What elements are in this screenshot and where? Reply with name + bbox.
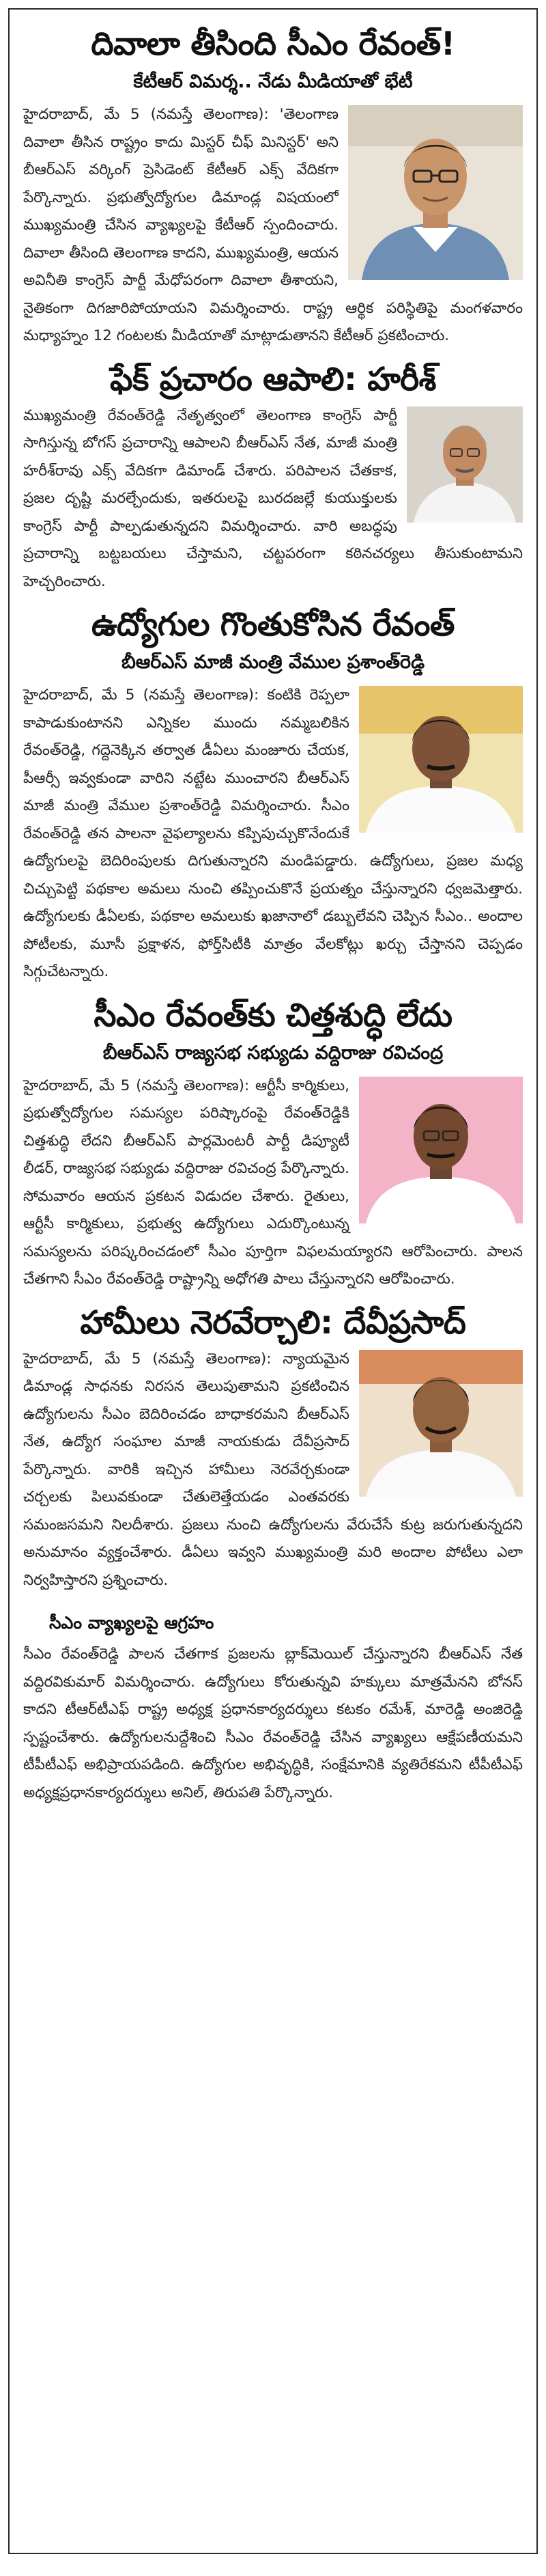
- body-ravichandra: హైదరాబాద్, మే 5 (నమస్తే తెలంగాణ): ఆర్టీసీ కార్మికులు, ప్రభుత్వోద్యోగుల సమస్యల పరిష్కారంపై రేవంత్‌రెడ్డికి చిత్తశుద్ధి లేదని బీఆర్ఎస్ పార్లమెంటరీ పార్టీ డిప్యూటీ లీడర్, రాజ్యసభ సభ్యుడు వద్దిరాజు రవిచంద్ర పేర్కొన్నారు. సోమవారం ఆయన ప్రకటన విడుదల చేశారు. రైతులు, ఆర్టీసీ కార్మికులు, ప్రభుత్వ ఉద్యోగులు ఎదుర్కొంటున్న సమస్యలను పరిష్కరించడంలో సీఎం పూర్తిగా విఫలమయ్యారని ఆరోపించారు. పాలన చేతగాని సీఎం రేవంత్‌రెడ్డి రాష్ట్రాన్ని అధోగతి పాలు చేస్తున్నారని ఆరోపించారు.: [23, 1077, 523, 1288]
- photo-prashanth: [359, 686, 523, 833]
- headline-ravichandra: సీఎం రేవంత్‌కు చిత్తశుద్ధి లేదు: [94, 996, 452, 1034]
- body-harish: ముఖ్యమంత్రి రేవంత్‌రెడ్డి నేతృత్వంలో తెలంగాణ కాంగ్రెస్ పార్టీ సాగిస్తున్న బోగస్ ప్రచారాన్ని ఆపాలని బీఆర్ఎస్ నేత, మాజీ మంత్రి హరీశ్‌రావు ఎక్స్ వేదికగా డిమాండ్ చేశారు. పరిపాలన చేతకాక, ప్రజల దృష్టి మరల్చేందుకు, ఇతరులపై బురదజల్లే కుయుక్తులకు కాంగ్రెస్ పార్టీ పాల్పడుతున్నదని విమర్శించారు. వారి అబద్ధపు ప్రచారాన్ని బట్టబయలు చేస్తామని, చట్టపరంగా కఠినచర్యలు తీసుకుంటామని హెచ్చరించారు.: [23, 406, 523, 590]
- subhead-ktr: కేటీఆర్ విమర్శ.. నేడు మీడియాతో భేటీ: [133, 71, 413, 92]
- body-deviprasad: హైదరాబాద్, మే 5 (నమస్తే తెలంగాణ): న్యాయమైన డిమాండ్ల సాధనకు నిరసన తెలుపుతామని ప్రకటించిన ఉద్యోగులను సీఎం బెదిరించడం బాధాకరమని బీఆర్ఎస్ నేత, ఉద్యోగ సంఘాల మాజీ నాయకుడు దేవీప్రసాద్ పేర్కొన్నారు. వారికి ఇచ్చిన హామీలు నెరవేర్చకుండా చర్చలకు పిలువకుండా చేతులెత్తేయడం ఎంతవరకు సమంజసమని నిలదీశారు. ప్రజలు నుంచి ఉద్యోగులను వేరుచేసే కుట్ర జరుగుతున్నదని అనుమానం వ్యక్తంచేశారు. డీఏలు ఇవ్వని ముఖ్యమంత్రి మరి అందాల పోటీలు ఎలా నిర్వహిస్తారని ప్రశ్నించారు.: [23, 1350, 523, 1589]
- newspaper-clipping: [8, 8, 538, 2554]
- story-ravichandra: [23, 993, 523, 1294]
- headline-harish: ఫేక్ ప్రచారం ఆపాలి: హరీశ్: [110, 360, 436, 398]
- story-deviprasad: [23, 1301, 523, 1595]
- story-prashanth: [23, 603, 523, 986]
- section-label-cm-comments: సీఎం వ్యాఖ్యలపై ఆగ్రహం: [49, 1613, 214, 1633]
- photo-ktr: [348, 105, 523, 280]
- body-ktr: హైదరాబాద్, మే 5 (నమస్తే తెలంగాణ): 'తెలంగాణ దివాలా తీసిన రాష్ట్రం కాదు మిస్టర్ చీఫ్ మినిస్టర్' అని బీఆర్ఎస్ వర్కింగ్ ప్రెసిడెంట్ కేటీఆర్ ఎక్స్ వేదికగా పేర్కొన్నారు. ప్రభుత్వోద్యోగుల డిమాండ్ల విషయంలో ముఖ్యమంత్రి చేసిన వ్యాఖ్యలపై కేటీఆర్ స్పందించారు. దివాలా తీసింది తెలంగాణ కాదని, ముఖ్యమంత్రి, ఆయన అవినీతి కాంగ్రెస్ పార్టీ మేధోపరంగా దివాలా తీశాయని, నైతికంగా దిగజారిపోయాయని విమర్శించారు. రాష్ట్ర ఆర్థిక పరిస్థితిపై మంగళవారం మధ్యాహ్నం 12 గంటలకు మీడియాతో మాట్లాడుతానని కేటీఆర్ ప్రకటించారు.: [23, 106, 523, 344]
- photo-deviprasad: [359, 1350, 523, 1497]
- subhead-ravichandra: బీఆర్ఎస్ రాజ్యసభ సభ్యుడు వద్దిరాజు రవిచంద్ర: [102, 1042, 444, 1064]
- story-harish: [23, 357, 523, 596]
- subhead-prashanth: బీఆర్ఎస్ మాజీ మంత్రి వేముల ప్రశాంత్‌రెడ్డి: [121, 652, 425, 673]
- body-prashanth: హైదరాబాద్, మే 5 (నమస్తే తెలంగాణ): కంటికి రెప్పలా కాపాడుకుంటానని ఎన్నికల ముందు నమ్మబలికిన రేవంత్‌రెడ్డి, గద్దెనెక్కిన తర్వాత డీఏలు మంజూరు చేయక, పీఆర్సీ ఇవ్వకుండా వారిని నట్టేట ముంచారని బీఆర్ఎస్ మాజీ మంత్రి వేముల ప్రశాంత్‌రెడ్డి విమర్శించారు. సీఎం రేవంత్‌రెడ్డి తన పాలనా వైఫల్యాలను కప్పిపుచ్చుకొనేందుకే ఉద్యోగులపై బెదిరింపులకు దిగుతున్నారని మండిపడ్డారు. ఉద్యోగులు, ప్రజల మధ్య చిచ్చుపెట్టి పథకాల అమలు నుంచి తప్పించుకొనే ప్రయత్నం చేస్తున్నారని ధ్వజమెత్తారు. ఉద్యోగులకు డీఏలకు, పథకాల అమలుకు ఖజానాలో డబ్బులేవని చెప్పిన సీఎం.. అందాల పోటీలకు, మూసీ ప్రక్షాళన, ఫోర్త్‌సిటీకి మాత్రం వేలకోట్లు ఖర్చు చేస్తానని చెప్పడం సిగ్గుచేటన్నారు.: [23, 687, 523, 980]
- photo-ravichandra: [359, 1077, 523, 1223]
- photo-harish: [407, 406, 523, 523]
- headline-prashanth: ఉద్యోగుల గొంతుకోసిన రేవంత్: [91, 606, 455, 643]
- story-closing: [23, 1608, 523, 1807]
- headline-deviprasad: హామీలు నెరవేర్చాలి: దేవీప్రసాద్: [80, 1303, 466, 1342]
- story-ktr: [23, 22, 523, 350]
- headline-ktr: దివాలా తీసింది సీఎం రేవంత్!: [91, 25, 455, 63]
- body-closing: సీఎం రేవంత్‌రెడ్డి పాలన చేతగాక ప్రజలను బ్లాక్‌మెయిల్ చేస్తున్నారని బీఆర్ఎస్ నేత వద్దిరవికుమార్ విమర్శించారు. ఉద్యోగులు కోరుతున్నవి హక్కులు మాత్రమేనని బోనస్ కాదని టీఆర్‌టీఎఫ్ రాష్ట్ర అధ్యక్ష ప్రధానకార్యదర్శులు కటకం రమేశ్, మారెడ్డి అంజిరెడ్డి స్పష్టంచేశారు. ఉద్యోగులనుద్దేశించి సీఎం రేవంత్‌రెడ్డి చేసిన వ్యాఖ్యలు ఆక్షేపణీయమని టీపీటీఎఫ్ అభిప్రాయపడింది. ఉద్యోగుల అభివృద్ధికి, సంక్షేమానికి వ్యతిరేకమని టీపీటీఎఫ్ అధ్యక్షప్రధానకార్యదర్శులు అనిల్, తిరుపతి పేర్కొన్నారు.: [23, 1646, 523, 1801]
